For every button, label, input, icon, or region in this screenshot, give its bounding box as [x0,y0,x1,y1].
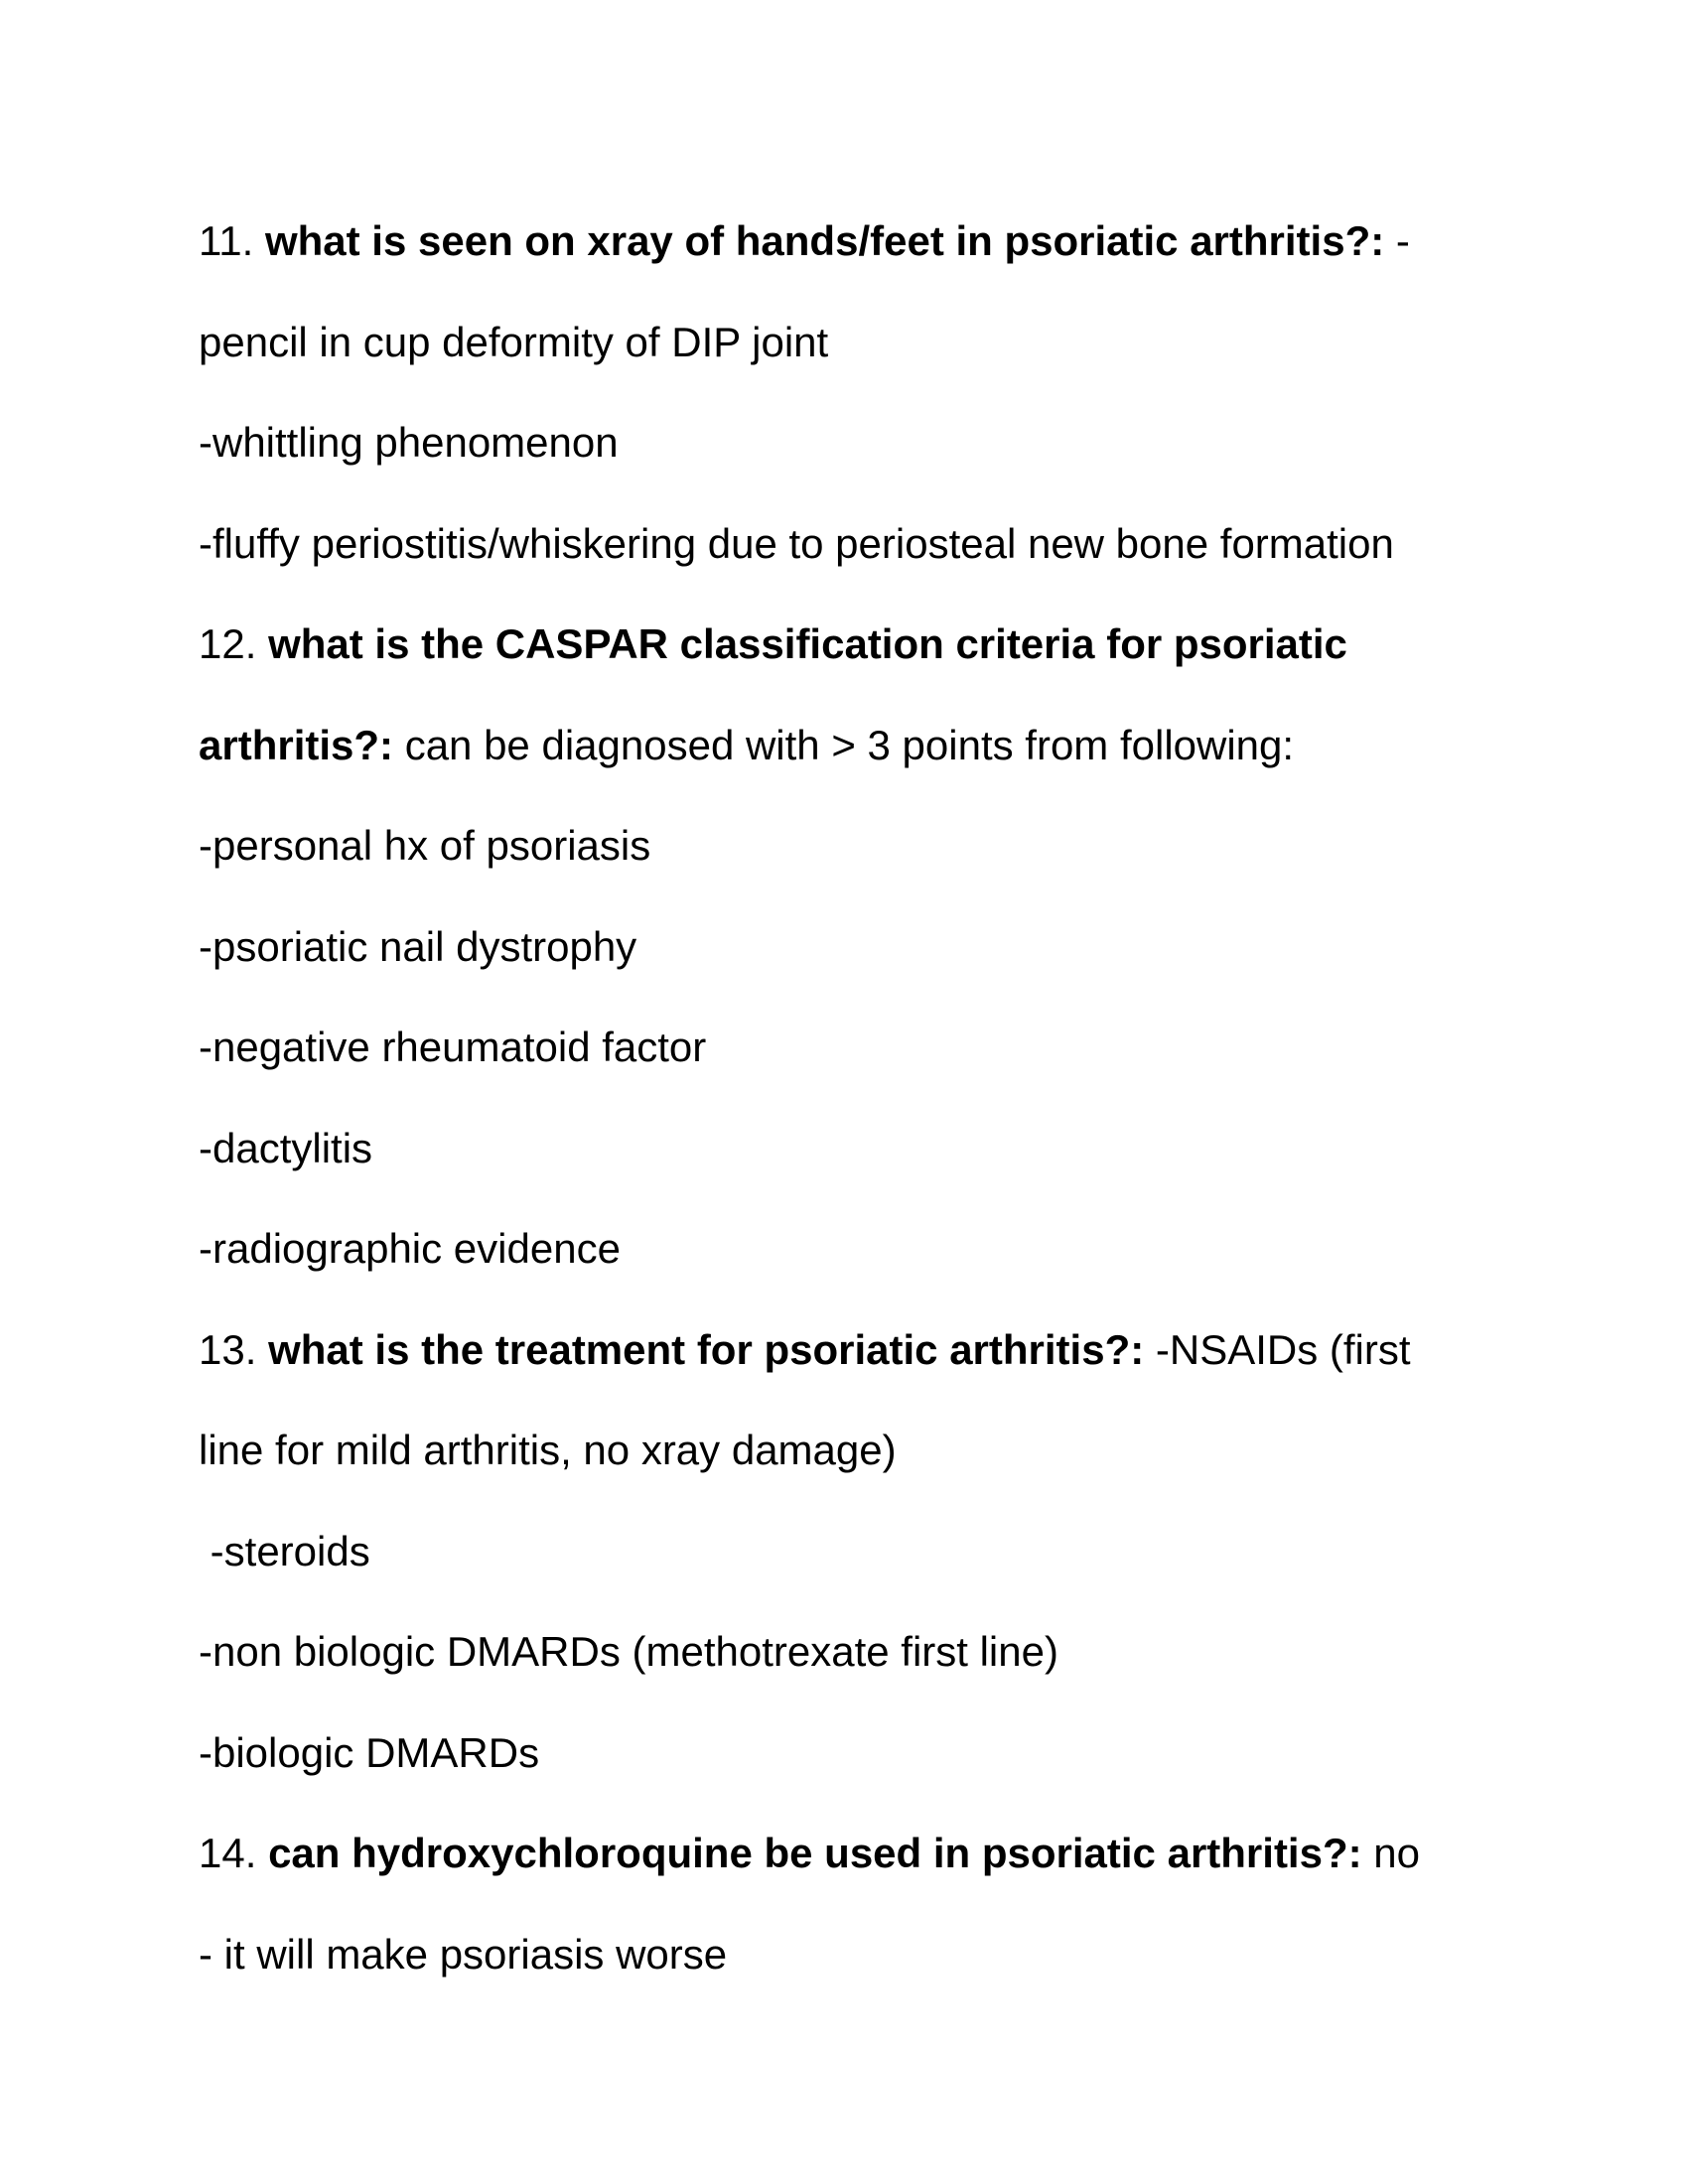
item-11-number: 11. [199,217,254,264]
item-14-line-1 [199,1803,1509,1904]
item-12-line-2 [199,695,1509,796]
item-13-answer-line: -biologic DMARDs [199,1728,540,1776]
item-13-answer-start: -NSAIDs (first [1155,1325,1411,1373]
item-11-question: what is seen on xray of hands/feet in psoriatic arthritis?: [264,217,1385,264]
item-13-answer-line: -steroids [199,1527,370,1574]
item-14-question: can hydroxychloroquine be used in psoriatic arthritis?: [268,1830,1362,1876]
item-12-question: what is the CASPAR classification criteria for psoriatic [268,620,1347,667]
item-12-line-1 [199,594,1509,695]
item-13-answer-line: -non biologic DMARDs (methotrexate first line) [199,1628,1058,1675]
item-12-answer-line: -psoriatic nail dystrophy [199,922,637,970]
item-12-answer-line: -radiographic evidence [199,1225,621,1272]
item-11-answer-line: -whittling phenomenon [199,419,619,466]
item-14-number: 14. [199,1830,257,1876]
item-11-answer-line: -fluffy periostitis/whiskering due to periosteal new bone formation [199,519,1394,567]
item-12-number: 12. [199,620,257,667]
item-11-answer-line: pencil in cup deformity of DIP joint [199,318,829,365]
item-14-answer-line: - it will make psoriasis worse [199,1930,728,1978]
item-12-answer-line: -personal hx of psoriasis [199,822,651,869]
item-12-question-end: arthritis?: [199,721,394,768]
item-11-answer-start: - [1395,217,1410,264]
item-13-answer-line: line for mild arthritis, no xray damage) [199,1427,897,1473]
item-11-line-1 [199,191,1509,292]
item-12-answer-line: -dactylitis [199,1124,373,1171]
document-page [199,191,1509,2004]
item-13-line-1 [199,1299,1509,1401]
item-12-answer-line: -negative rheumatoid factor [199,1024,707,1070]
item-12-answer-start: can be diagnosed with > 3 points from following: [404,721,1295,768]
item-13-number: 13. [199,1325,257,1373]
item-14-answer-start: no [1373,1830,1420,1876]
item-13-question: what is the treatment for psoriatic arthritis?: [268,1325,1145,1373]
